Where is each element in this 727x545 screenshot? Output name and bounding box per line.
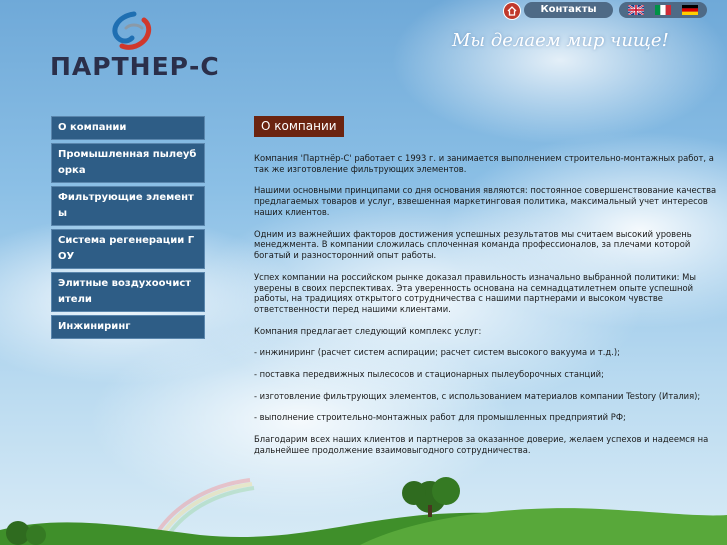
de-flag-icon[interactable] (682, 5, 698, 15)
home-button[interactable] (503, 2, 521, 20)
paragraph: Компания предлагает следующий комплекс услуг: (254, 325, 482, 336)
paragraph: Нашими основными принципами со дня основания являются: постоянное совершенствование качества предлагаемых товаров и услуг, взвешенная маркетинговая политика, максимальный учет интересов наших клиентов. (254, 185, 717, 217)
menu-item-industrial-cleaning[interactable]: Промышленная пылеуборка (51, 143, 205, 183)
contacts-button[interactable]: Контакты (524, 2, 613, 18)
menu-item-about[interactable]: О компании (51, 116, 205, 140)
paragraph: - выполнение строительно-монтажных работ для промышленных предприятий РФ; (254, 412, 626, 423)
en-flag-icon[interactable] (628, 5, 644, 15)
paragraph: Компания 'Партнёр-С' работает с 1993 г. и занимается выполнением строительно-монтажных работ, а так же изготовление фильтрующих элементов. (254, 153, 714, 174)
logo-swoosh-icon (48, 8, 218, 58)
home-icon (507, 6, 517, 16)
paragraph: Благодарим всех наших клиентов и партнеров за оказанное доверие, желаем успехов и надеемся на дальнейшее продолжение взаимовыгодного сотрудничества. (254, 433, 709, 455)
menu-item-filter-elements[interactable]: Фильтрующие элементы (51, 186, 205, 226)
content-body (254, 153, 720, 466)
menu-item-engineering[interactable]: Инжиниринг (51, 315, 205, 339)
page-title: О компании (254, 116, 344, 137)
landscape-illustration (0, 475, 727, 545)
sidebar-menu (51, 116, 205, 342)
menu-item-air-purifiers[interactable]: Элитные воздухоочистители (51, 272, 205, 312)
paragraph: - изготовление фильтрующих элементов, с использованием материалов компании Testory (Италия); (254, 390, 701, 401)
it-flag-icon[interactable] (655, 5, 671, 15)
paragraph: Успех компании на российском рынке доказал правильность изначально выбранной политики: Мы уверены в своих перспективах. Эта уверенность основана на семнадцатилетнем опыте успешной работы, на традициях открытого сотрудничества с нашими партнерами и высоком чувстве ответственности перед нашими клиентами. (254, 271, 696, 315)
paragraph: Одним из важнейших факторов достижения успешных результатов мы считаем высокий уровень менеджмента. В компании сложилась сплоченная команда профессионалов, за плечами которой богатый и разносторонний опыт работы. (254, 228, 692, 261)
logo-text: ПАРТНЕР-С (50, 52, 220, 81)
paragraph: - инжиниринг (расчет систем аспирации; расчет систем высокого вакуума и т.д.); (254, 347, 620, 358)
language-switcher (619, 2, 707, 18)
slogan: Мы делаем мир чище! (452, 30, 669, 51)
paragraph: - поставка передвижных пылесосов и стационарных пылеуборочных станций; (254, 368, 604, 379)
menu-item-regeneration-system[interactable]: Система регенерации ГОУ (51, 229, 205, 269)
